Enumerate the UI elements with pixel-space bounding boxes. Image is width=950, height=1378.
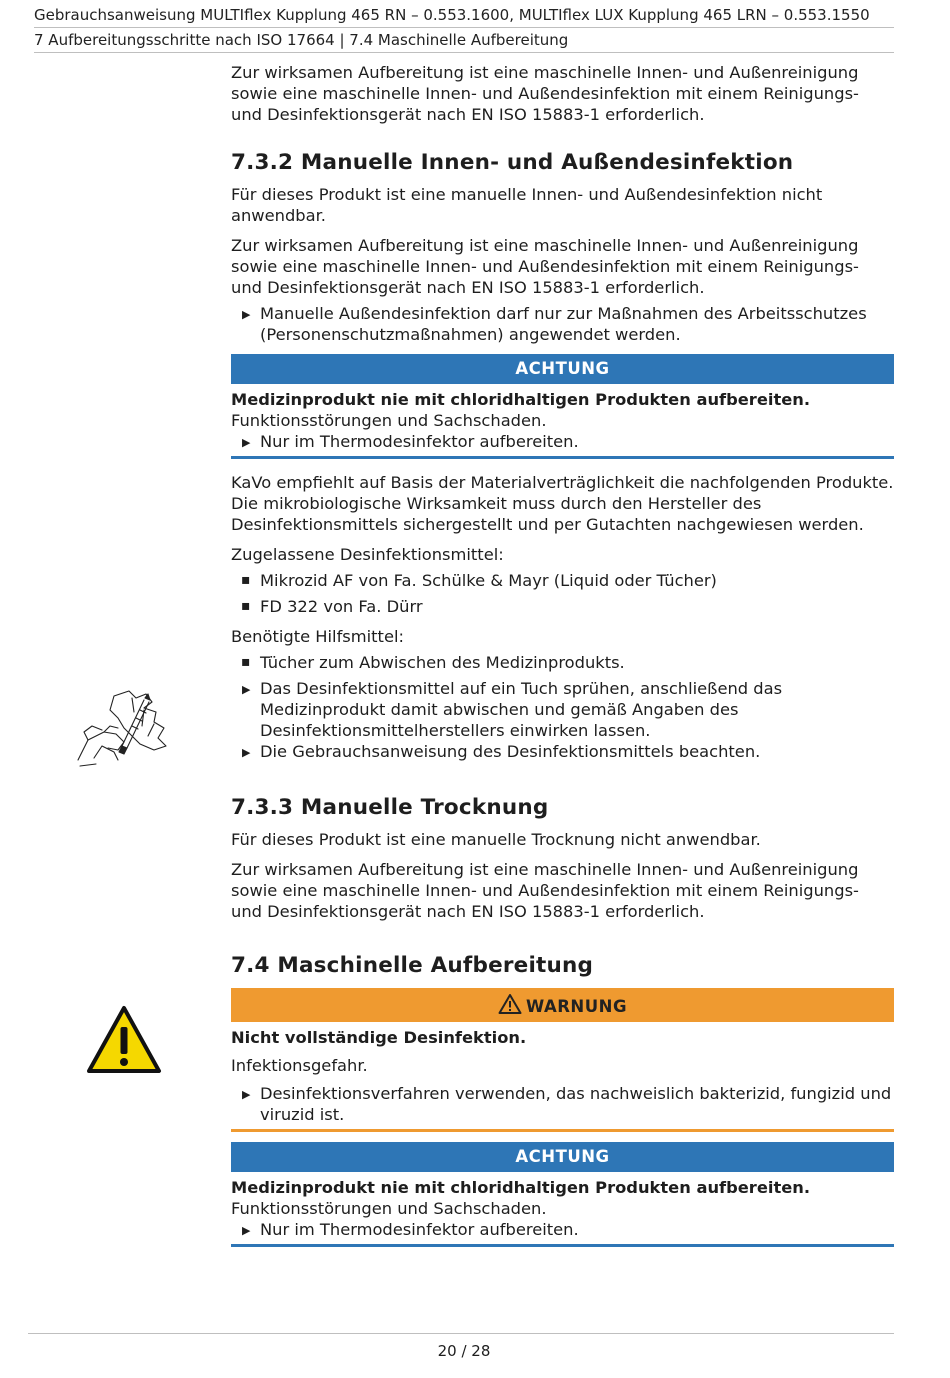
list-text: Mikrozid AF von Fa. Schülke & Mayr (Liquid oder Tücher) [260,571,717,590]
main-content [231,62,894,1247]
warning-headline: Nicht vollständige Desinfektion. [231,1028,527,1047]
paragraph: Für dieses Produkt ist eine manuelle Innen- und Außendesinfektion nicht anwendbar. [231,185,823,225]
warning-box [231,988,894,1132]
notice-rule [231,1244,894,1247]
warning-rule [231,1129,894,1132]
triangle-bullet-icon: ▶ [242,436,251,449]
wipe-handpiece-illustration [74,688,174,768]
step-text: Das Desinfektionsmittel auf ein Tuch sprühen, anschließend das Medizinprodukt damit abwischen und gemäß Angaben des Desinfektionsmittelherstellers einwirken lassen. [260,679,783,740]
paragraph: Für dieses Produkt ist eine manuelle Trocknung nicht anwendbar. [231,830,761,849]
warning-triangle-icon [86,1005,162,1075]
footer-divider [28,1333,894,1334]
step-text: Die Gebrauchsanweisung des Desinfektionsmittels beachten. [260,742,761,761]
notice-box [231,354,894,459]
list-item [231,741,894,762]
notice-headline: Medizinprodukt nie mit chloridhaltigen Produkten aufbereiten. [231,1178,811,1197]
paragraph: KaVo empfiehlt auf Basis der Materialverträglichkeit die nachfolgenden Produkte. Die mikrobiologische Wirksamkeit muss durch den Hersteller des Desinfektionsmittels sichergestellt und per Gutachten nachgewiesen werden. [231,473,894,534]
notice-banner: ACHTUNG [231,354,894,384]
list-item [231,570,894,591]
approved-label: Zugelassene Desinfektionsmittel: [231,545,504,564]
step-text: Nur im Thermodesinfektor aufbereiten. [260,1220,579,1239]
triangle-bullet-icon: ▶ [242,683,251,696]
step-text: Desinfektionsverfahren verwenden, das nachweislich bakterizid, fungizid und viruzid ist. [260,1084,892,1124]
breadcrumb: 7 Aufbereitungsschritte nach ISO 17664 | 7.4 Maschinelle Aufbereitung [34,31,569,49]
triangle-bullet-icon: ▶ [242,1088,251,1101]
section-heading-7-4: 7.4 Maschinelle Aufbereitung [231,953,594,978]
paragraph: Zur wirksamen Aufbereitung ist eine maschinelle Innen- und Außenreinigung sowie eine maschinelle Innen- und Außendesinfektion mit einem Reinigungs- und Desinfektionsgerät nach EN ISO 15883-1 erforderlich. [231,63,859,124]
square-bullet-icon: ▪ [241,654,251,670]
list-item [231,678,894,741]
header-divider [34,27,894,28]
list-item [231,1219,894,1240]
triangle-bullet-icon: ▶ [242,746,251,759]
section-heading-7-3-2: 7.3.2 Manuelle Innen- und Außendesinfektion [231,150,794,175]
warning-text: Infektionsgefahr. [231,1056,368,1075]
list-item [231,596,894,617]
notice-banner: ACHTUNG [231,1142,894,1172]
step-text: Nur im Thermodesinfektor aufbereiten. [260,432,579,451]
warning-label: WARNUNG [526,997,627,1016]
warning-banner [231,988,894,1022]
notice-headline: Medizinprodukt nie mit chloridhaltigen Produkten aufbereiten. [231,390,811,409]
list-item [231,303,894,345]
list-item [231,1083,894,1125]
step-text: Manuelle Außendesinfektion darf nur zur Maßnahmen des Arbeitsschutzes (Personenschutzmaßnahmen) angewendet werden. [260,304,867,344]
document-title: Gebrauchsanweisung MULTIflex Kupplung 465 RN – 0.553.1600, MULTIflex LUX Kupplung 465 LRN – 0.553.1550 [34,6,870,24]
notice-text: Funktionsstörungen und Sachschaden. [231,411,547,430]
aids-label: Benötigte Hilfsmittel: [231,627,404,646]
triangle-bullet-icon: ▶ [242,308,251,321]
section-heading-7-3-3: 7.3.3 Manuelle Trocknung [231,795,549,820]
square-bullet-icon: ▪ [241,572,251,588]
page-number: 20 / 28 [437,1342,491,1360]
paragraph: Zur wirksamen Aufbereitung ist eine maschinelle Innen- und Außenreinigung sowie eine maschinelle Innen- und Außendesinfektion mit einem Reinigungs- und Desinfektionsgerät nach EN ISO 15883-1 erforderlich. [231,860,859,921]
list-text: FD 322 von Fa. Dürr [260,597,423,616]
paragraph: Zur wirksamen Aufbereitung ist eine maschinelle Innen- und Außenreinigung sowie eine maschinelle Innen- und Außendesinfektion mit einem Reinigungs- und Desinfektionsgerät nach EN ISO 15883-1 erforderlich. [231,236,859,297]
notice-box [231,1142,894,1247]
triangle-bullet-icon: ▶ [242,1224,251,1237]
notice-text: Funktionsstörungen und Sachschaden. [231,1199,547,1218]
square-bullet-icon: ▪ [241,598,251,614]
header-divider [34,52,894,53]
list-item [231,431,894,452]
notice-rule [231,456,894,459]
warning-triangle-small-icon [498,993,522,1015]
list-text: Tücher zum Abwischen des Medizinprodukts. [260,653,625,672]
list-item [231,652,894,673]
